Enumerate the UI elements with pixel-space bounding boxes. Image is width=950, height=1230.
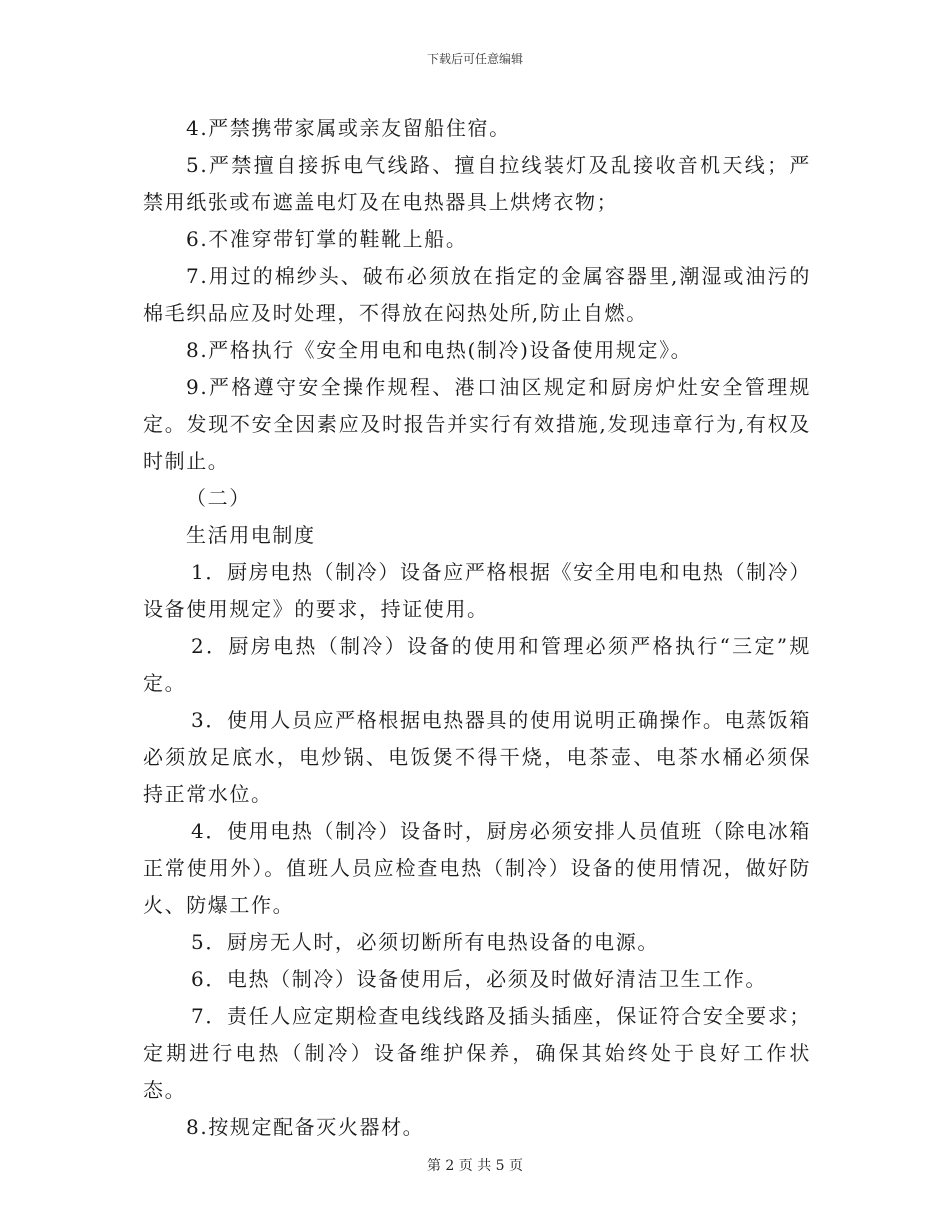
- electric-rule-6: 6．电热（制冷）设备使用后，必须及时做好清洁卫生工作。: [191, 967, 767, 991]
- electric-rule-1: 1．厨房电热（制冷）设备应严格根据《安全用电和电热（制冷）设备使用规定》的要求，持证使用。: [143, 560, 811, 621]
- section-number: （二）: [186, 486, 251, 510]
- page-footer: 第 2 页 共 5 页: [426, 1158, 524, 1174]
- electric-rule-3: 3．使用人员应严格根据电热器具的使用说明正确操作。电蒸饭箱必须放足底水，电炒锅、电饭煲不得干烧，电茶壶、电茶水桶必须保持正常水位。: [143, 708, 811, 806]
- electric-rule-4: 4．使用电热（制冷）设备时，厨房必须安排人员值班（除电冰箱正常使用外）。值班人员应检查电热（制冷）设备的使用情况，做好防火、防爆工作。: [143, 819, 811, 917]
- electric-rule-2: 2．厨房电热（制冷）设备的使用和管理必须严格执行“三定”规定。: [143, 634, 811, 695]
- rule-item-9: 9.严格遵守安全操作规程、港口油区规定和厨房炉灶安全管理规定。发现不安全因素应及时报告并实行有效措施,发现违章行为,有权及时制止。: [143, 375, 811, 473]
- rule-item-5: 5.严禁擅自接拆电气线路、擅自拉线装灯及乱接收音机天线；严禁用纸张或布遮盖电灯及在电热器具上烘烤衣物；: [143, 153, 811, 214]
- rule-item-4: 4.严禁携带家属或亲友留船住宿。: [186, 116, 511, 140]
- electric-rule-8: 8.按规定配备灭火器材。: [186, 1115, 425, 1139]
- electric-rule-5: 5．厨房无人时，必须切断所有电热设备的电源。: [191, 930, 659, 954]
- document-body: [143, 110, 811, 1146]
- rule-item-6: 6.不准穿带钉掌的鞋靴上船。: [186, 227, 468, 251]
- electric-rule-7: 7．责任人应定期检查电线线路及插头插座，保证符合安全要求；定期进行电热（制冷）设备维护保养，确保其始终处于良好工作状态。: [143, 1004, 811, 1102]
- rule-item-7: 7.用过的棉纱头、破布必须放在指定的金属容器里,潮湿或油污的棉毛织品应及时处理，不得放在闷热处所,防止自燃。: [143, 264, 811, 325]
- rule-item-8: 8.严格执行《安全用电和电热(制冷)设备使用规定》。: [186, 338, 693, 362]
- page-header: 下载后可任意编辑: [426, 52, 523, 66]
- section-title: 生活用电制度: [186, 523, 316, 547]
